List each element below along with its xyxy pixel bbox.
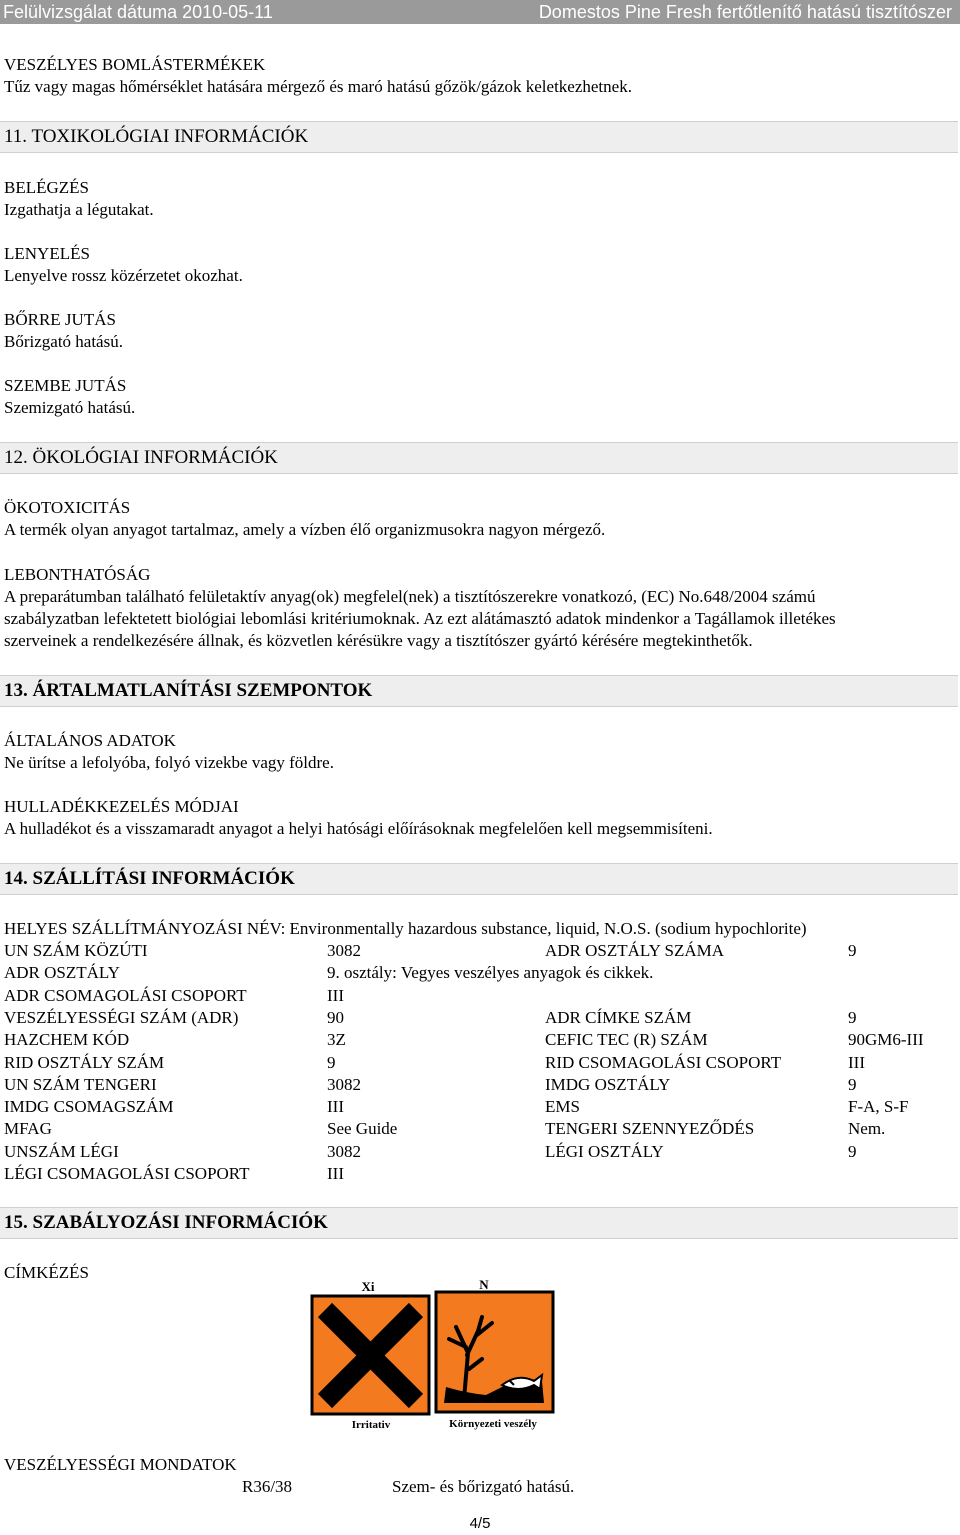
- pictogram-caption-n: Környezeti veszély: [449, 1418, 537, 1430]
- hazard-pictograms: [306, 1277, 562, 1433]
- page-number: 4/5: [469, 1515, 491, 1532]
- transport-label: ADR OSZTÁLY SZÁMA: [545, 941, 725, 960]
- transport-value: Nem.: [848, 1119, 886, 1139]
- ecotoxicity-text: A termék olyan anyagot tartalmaz, amely a vízben élő organizmusokra nagyon mérgező.: [4, 520, 606, 539]
- risk-phrase-text: Szem- és bőrizgató hatású.: [392, 1477, 575, 1496]
- transport-label: CEFIC TEC (R) SZÁM: [545, 1030, 708, 1050]
- shipping-name-value: Environmentally hazardous substance, liquid, N.O.S. (sodium hypochlorite): [289, 919, 807, 938]
- transport-value: 9: [848, 1141, 857, 1161]
- waste-heading: HULLADÉKKEZELÉS MÓDJAI: [4, 797, 239, 816]
- shipping-name-label: HELYES SZÁLLÍTMÁNYOZÁSI NÉV:: [4, 919, 286, 938]
- ingestion-heading: LENYELÉS: [4, 244, 90, 263]
- transport-label: HAZCHEM KÓD: [4, 1030, 130, 1050]
- degradability-line: szerveinek a rendelkezésére állnak, és közvetlen kérésükre vagy a tisztítószer gyártó kérésére megtekinthetők.: [4, 631, 753, 650]
- pictogram-code-xi: Xi: [361, 1279, 375, 1294]
- section-15-bar: [0, 1207, 958, 1239]
- transport-value: 90GM6-III: [848, 1030, 924, 1050]
- transport-label: RID CSOMAGOLÁSI CSOPORT: [545, 1052, 782, 1072]
- skin-text: Bőrizgató hatású.: [4, 332, 123, 351]
- section-11-bar: [0, 121, 958, 153]
- transport-label: LÉGI CSOMAGOLÁSI CSOPORT: [4, 1164, 250, 1183]
- eye-heading: SZEMBE JUTÁS: [4, 376, 127, 395]
- waste-text: A hulladékot és a visszamaradt anyagot a helyi hatósági előírásoknak megfelelően kell megsemmisíteni.: [4, 819, 713, 838]
- ingestion-text: Lenyelve rossz közérzetet okozhat.: [4, 266, 243, 285]
- transport-label: MFAG: [4, 1119, 52, 1139]
- transport-value: 9: [848, 1007, 857, 1027]
- transport-value: 9: [848, 941, 857, 960]
- dead-tree-fish-icon: [436, 1292, 553, 1412]
- transport-value: III: [848, 1052, 865, 1072]
- inhalation-heading: BELÉGZÉS: [4, 178, 89, 197]
- transport-label: RID OSZTÁLY SZÁM: [4, 1052, 165, 1072]
- pictogram-code-n: N: [479, 1277, 489, 1292]
- transport-label: UN SZÁM TENGERI: [4, 1074, 157, 1094]
- transport-label: IMDG CSOMAGSZÁM: [4, 1097, 174, 1117]
- transport-value: 9: [848, 1074, 857, 1094]
- decomposition-text: Tűz vagy magas hőmérséklet hatására mérgező és maró hatású gőzök/gázok keletkezhetnek.: [4, 77, 632, 96]
- eye-text: Szemizgató hatású.: [4, 398, 136, 417]
- transport-value: F-A, S-F: [848, 1097, 909, 1117]
- transport-value: III: [327, 1097, 344, 1117]
- page-header: [0, 0, 960, 24]
- section-12-bar: [0, 442, 958, 474]
- revision-date: Felülvizsgálat dátuma 2010-05-11: [3, 2, 273, 22]
- transport-value: 3082: [327, 941, 361, 960]
- transport-label: EMS: [545, 1097, 580, 1117]
- transport-value: III: [327, 1164, 344, 1183]
- section-11-title: 11. TOXIKOLÓGIAI INFORMÁCIÓK: [4, 126, 309, 147]
- shipping-name-row: [4, 918, 807, 940]
- general-data-text: Ne ürítse a lefolyóba, folyó vizekbe vagy földre.: [4, 753, 334, 772]
- transport-label: ADR CSOMAGOLÁSI CSOPORT: [4, 985, 247, 1005]
- transport-value: See Guide: [327, 1119, 398, 1139]
- pictogram-svg: [306, 1277, 562, 1433]
- x-cross-icon: [312, 1296, 429, 1414]
- inhalation-text: Izgathatja a légutakat.: [4, 200, 154, 219]
- transport-value: 3Z: [327, 1030, 346, 1050]
- risk-phrases-heading: VESZÉLYESSÉGI MONDATOK: [4, 1455, 237, 1474]
- degradability-line: A preparátumban található felületaktív anyag(ok) megfelel(nek) a tisztítószerekre vonatkozó, (EC) No.648/2004 számú: [4, 587, 816, 606]
- decomposition-heading: VESZÉLYES BOMLÁSTERMÉKEK: [4, 55, 266, 74]
- transport-value: 90: [327, 1007, 344, 1027]
- transport-label: ADR CÍMKE SZÁM: [545, 1007, 692, 1027]
- transport-label: ADR OSZTÁLY: [4, 963, 120, 983]
- transport-label: IMDG OSZTÁLY: [545, 1074, 671, 1094]
- section-14-title: 14. SZÁLLÍTÁSI INFORMÁCIÓK: [4, 868, 295, 889]
- general-data-heading: ÁLTALÁNOS ADATOK: [4, 731, 176, 750]
- transport-value: 3082: [327, 1141, 361, 1161]
- transport-label: UNSZÁM LÉGI: [4, 1141, 119, 1161]
- pictogram-caption-xi: Irritativ: [351, 1419, 391, 1431]
- labelling-heading: CÍMKÉZÉS: [4, 1263, 89, 1282]
- product-name: Domestos Pine Fresh fertőtlenítő hatású tisztítószer: [538, 2, 952, 22]
- transport-label: UN SZÁM KÖZÚTI: [4, 941, 148, 960]
- skin-heading: BŐRRE JUTÁS: [4, 310, 116, 329]
- section-13-bar: [0, 675, 958, 707]
- transport-label: TENGERI SZENNYEZŐDÉS: [545, 1119, 755, 1139]
- degradability-line: szabályzatban lefektetett biológiai lebomlási kritériumoknak. Az ezt alátámasztó adatok mindenkor a Tagállamok illetékes: [4, 609, 836, 628]
- section-13-title: 13. ÁRTALMATLANÍTÁSI SZEMPONTOK: [4, 680, 373, 701]
- section-12-title: 12. ÖKOLÓGIAI INFORMÁCIÓK: [4, 447, 278, 468]
- transport-label: LÉGI OSZTÁLY: [545, 1141, 664, 1161]
- transport-value: 9: [327, 1052, 336, 1072]
- transport-value: 3082: [327, 1074, 361, 1094]
- risk-phrase-code: R36/38: [242, 1477, 293, 1496]
- transport-label: VESZÉLYESSÉGI SZÁM (ADR): [4, 1007, 239, 1027]
- section-15-title: 15. SZABÁLYOZÁSI INFORMÁCIÓK: [4, 1212, 328, 1233]
- transport-value: 9. osztály: Vegyes veszélyes anyagok és cikkek.: [327, 963, 654, 983]
- ecotoxicity-heading: ÖKOTOXICITÁS: [4, 498, 131, 517]
- transport-value: III: [327, 985, 344, 1005]
- degradability-heading: LEBONTHATÓSÁG: [4, 565, 151, 584]
- section-14-bar: [0, 863, 958, 895]
